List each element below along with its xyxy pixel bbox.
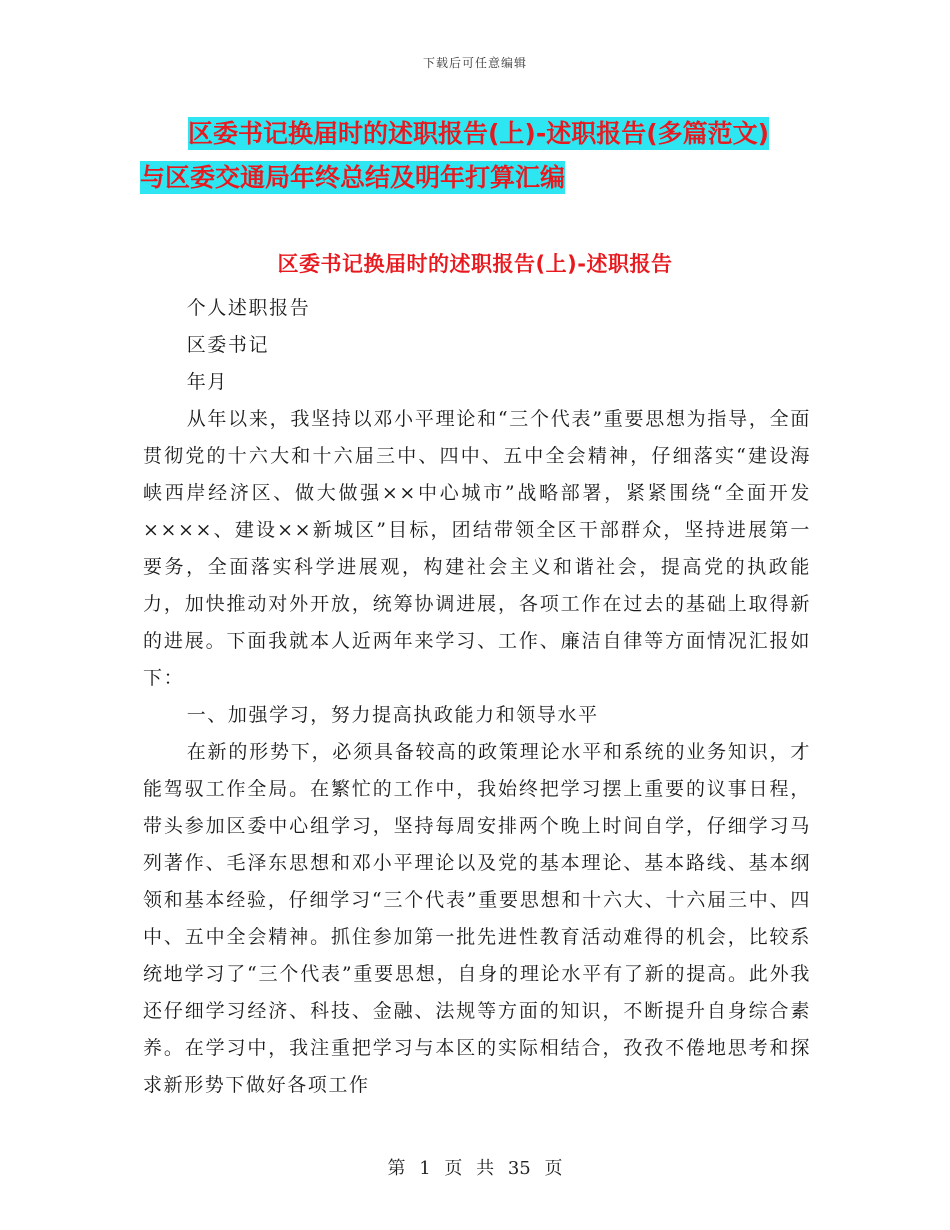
paragraph: 从年以来，我坚持以邓小平理论和“三个代表”重要思想为指导，全面贯彻党的十六大和十六届三中、四中、五中全会精神，仔细落实“建设海峡西岸经济区、做大做强××中心城市”战略部署，紧紧围绕“全面开发××××、建设××新城区”目标，团结带领全区干部群众，坚持进展第一要务，全面落实科学进展观，构建社会主义和谐社会，提高党的执政能力，加快推动对外开放，统筹协调进展，各项工作在过去的基础上取得新的进展。下面我就本人近两年来学习、工作、廉洁自律等方面情况汇报如下： xyxy=(143,408,811,689)
document-title-line-1 xyxy=(140,112,840,156)
page-number: 第 1 页 共 35 页 xyxy=(387,1158,563,1179)
paragraph: 个人述职报告 xyxy=(186,297,311,319)
document-title-line-2 xyxy=(140,156,840,200)
paragraph-heading: 一、加强学习，努力提高执政能力和领导水平 xyxy=(186,704,599,726)
paragraph: 年月 xyxy=(186,371,228,393)
paragraph: 在新的形势下，必须具备较高的政策理论水平和系统的业务知识，才能驾驭工作全局。在繁忙的工作中，我始终把学习摆上重要的议事日程，带头参加区委中心组学习，坚持每周安排两个晚上时间自学，仔细学习马列著作、毛泽东思想和邓小平理论以及党的基本理论、基本路线、基本纲领和基本经验，仔细学习“三个代表”重要思想和十六大、十六届三中、四中、五中全会精神。抓住参加第一批先进性教育活动难得的机会，比较系统地学习了“三个代表”重要思想，自身的理论水平有了新的提高。此外我还仔细学习经济、科技、金融、法规等方面的知识，不断提升自身综合素养。在学习中，我注重把学习与本区的实际相结合，孜孜不倦地思考和探求新形势下做好各项工作 xyxy=(143,741,811,1096)
title-highlight: 区委书记换届时的述职报告(上)-述职报告(多篇范文) xyxy=(188,119,770,148)
document-title xyxy=(140,112,840,200)
section-title: 区委书记换届时的述职报告(上)-述职报告 xyxy=(277,252,673,276)
paragraph: 区委书记 xyxy=(186,334,270,356)
page-header-note: 下载后可任意编辑 xyxy=(422,56,527,70)
body-text xyxy=(143,290,811,1104)
title-highlight: 与区委交通局年终总结及明年打算汇编 xyxy=(140,163,566,192)
